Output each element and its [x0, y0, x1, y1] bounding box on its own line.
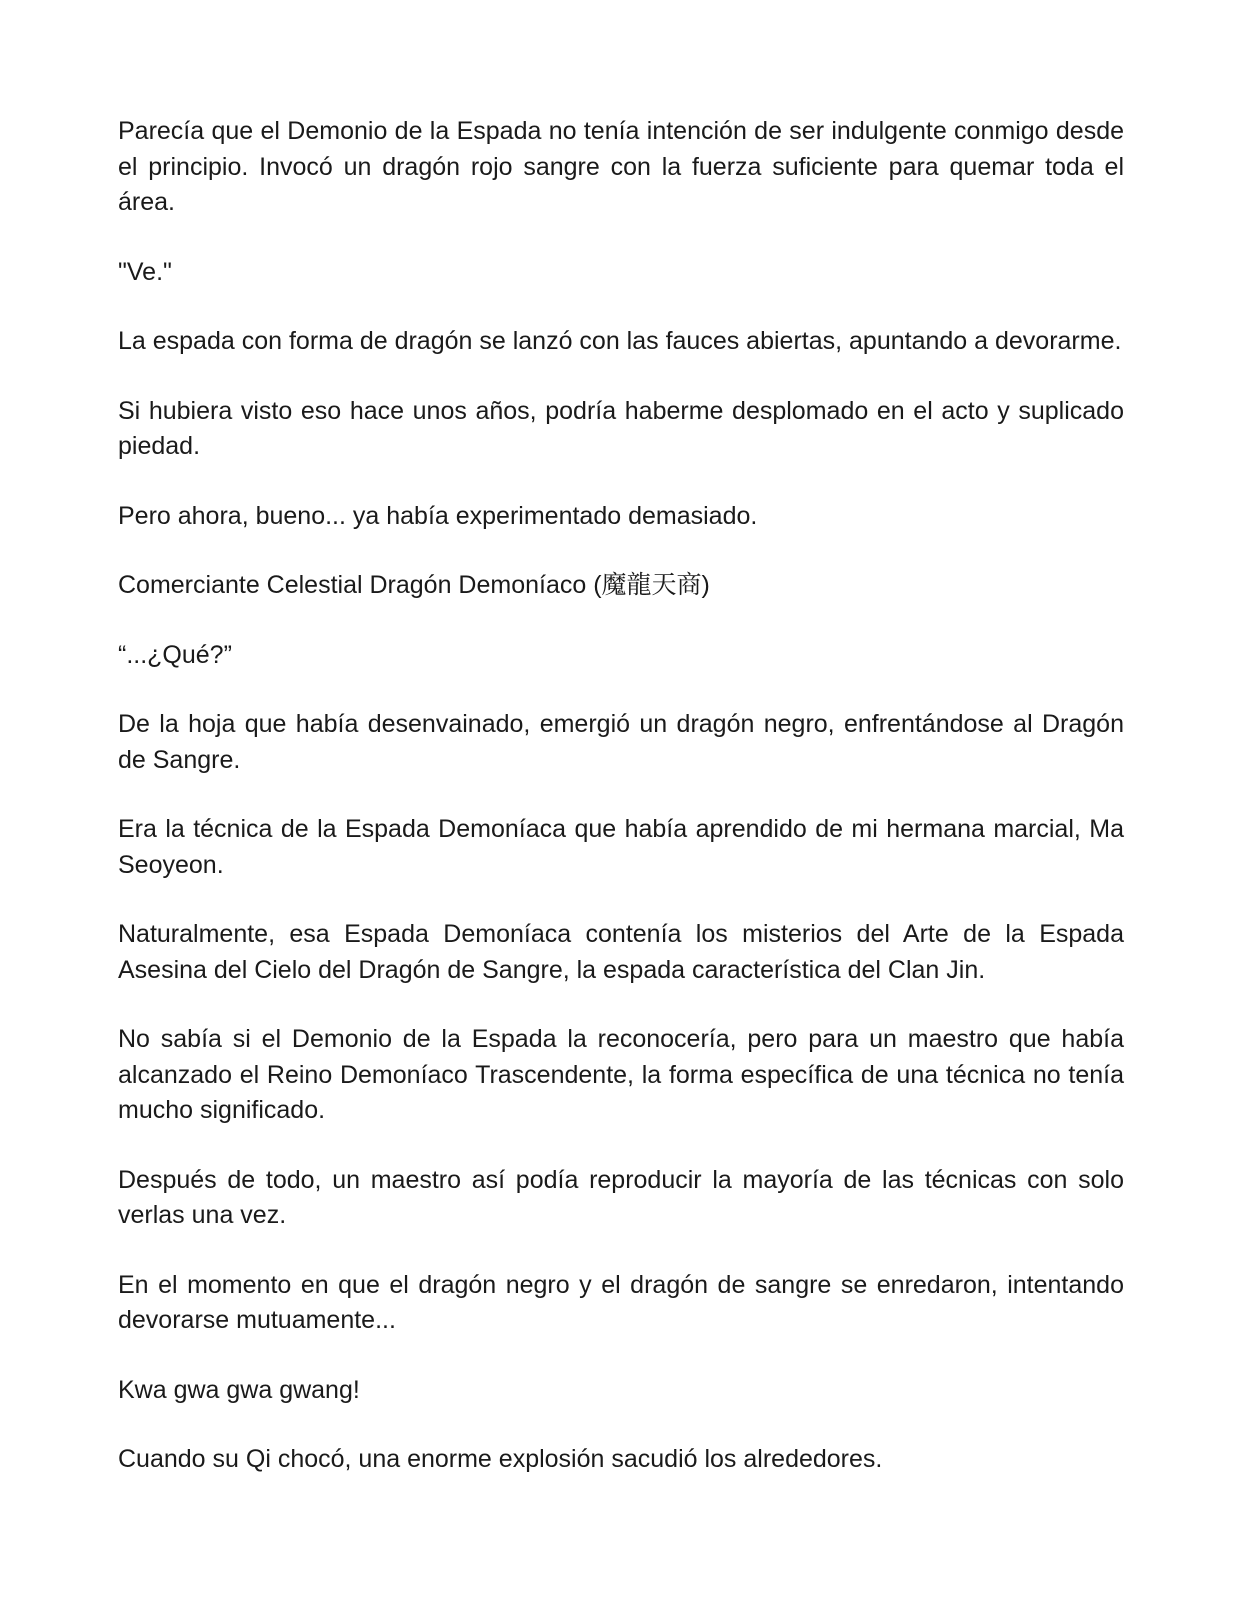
paragraph: Cuando su Qi chocó, una enorme explosión sacudió los alrededores. [118, 1445, 883, 1473]
paragraph: Parecía que el Demonio de la Espada no tenía intención de ser indulgente conmigo desde el principio. Invocó un dragón rojo sangre con la fuerza suficiente para quemar toda el área. [118, 117, 1124, 216]
paragraph: Comerciante Celestial Dragón Demoníaco (魔龍天商) [118, 571, 710, 599]
paragraph: Era la técnica de la Espada Demoníaca que había aprendido de mi hermana marcial, Ma Seoyeon. [118, 815, 1124, 879]
paragraph: Kwa gwa gwa gwang! [118, 1375, 360, 1404]
paragraph: De la hoja que había desenvainado, emergió un dragón negro, enfrentándose al Dragón de Sangre. [118, 710, 1124, 774]
paragraph: “...¿Qué?” [118, 640, 232, 669]
paragraph: En el momento en que el dragón negro y el dragón de sangre se enredaron, intentando devorarse mutuamente... [118, 1270, 1124, 1334]
paragraph: "Ve." [118, 257, 172, 286]
paragraph: Naturalmente, esa Espada Demoníaca contenía los misterios del Arte de la Espada Asesina del Cielo del Dragón de Sangre, la espada característica del Clan Jin. [118, 920, 1124, 984]
paragraph: Pero ahora, bueno... ya había experimentado demasiado. [118, 501, 758, 530]
paragraph: No sabía si el Demonio de la Espada la reconocería, pero para un maestro que había alcanzado el Reino Demoníaco Trascendente, la forma específica de una técnica no tenía mucho significado. [118, 1025, 1124, 1124]
paragraph: La espada con forma de dragón se lanzó con las fauces abiertas, apuntando a devorarme. [118, 327, 1122, 355]
paragraph: Después de todo, un maestro así podía reproducir la mayoría de las técnicas con solo verlas una vez. [118, 1165, 1124, 1229]
paragraph: Si hubiera visto eso hace unos años, podría haberme desplomado en el acto y suplicado piedad. [118, 396, 1124, 460]
